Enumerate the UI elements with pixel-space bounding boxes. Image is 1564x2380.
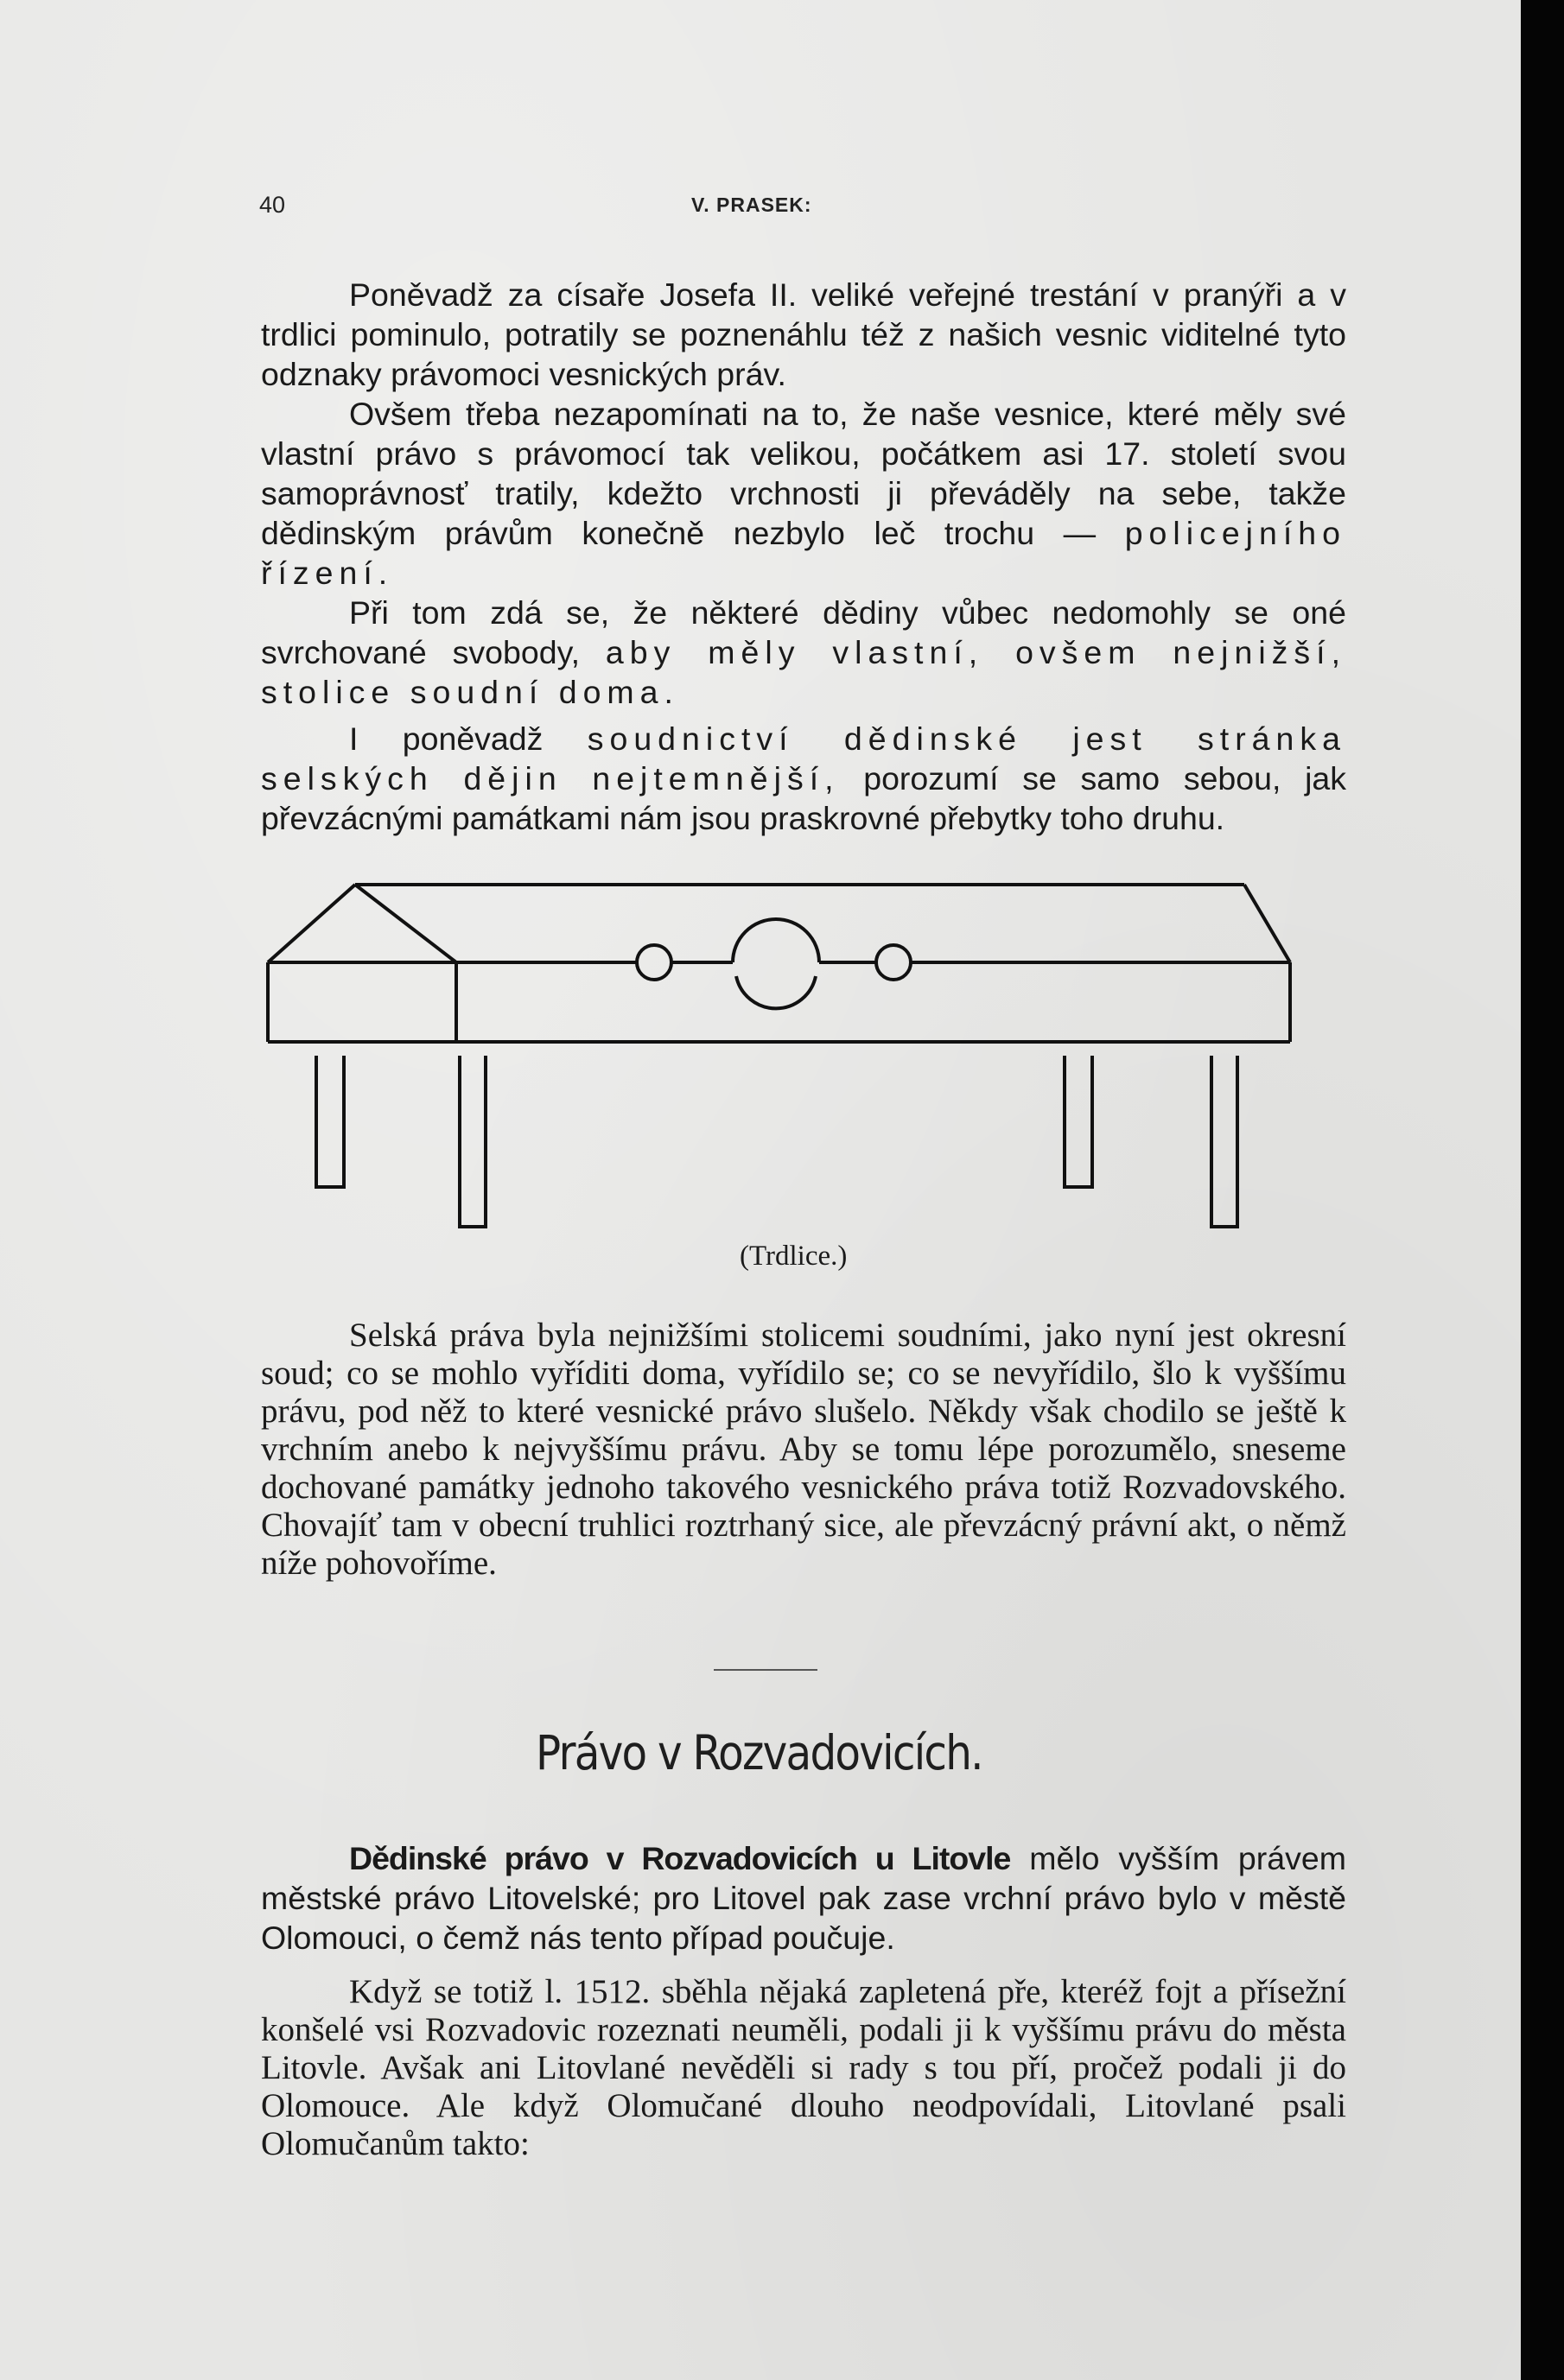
paragraph-3 xyxy=(261,593,1346,712)
trdlice-small-hole-right xyxy=(876,945,911,980)
trdlice-leg-2 xyxy=(460,1056,486,1227)
paragraph-2-text: Ovšem třeba nezapomínati na to, že naše vesnice, které měly své vlastní právo s právomocí tak velikou, počátkem asi 17. století svou samoprávnosť tratily, kdežto vrchnosti ji převáděly na sebe, takže dědinským právům konečně nezbylo leč trochu — xyxy=(261,396,1346,551)
figure-caption: (Trdlice.) xyxy=(740,1241,848,1272)
trdlice-leg-1 xyxy=(316,1056,344,1187)
paragraph-1 xyxy=(261,275,1346,394)
trdlice-left-slope xyxy=(268,885,355,962)
paragraph-2-spaced-text: policejního řízení. xyxy=(261,515,1346,591)
section-paragraph-2-text: Když se totiž l. 1512. sběhla nějaká zapletená pře, kteréž fojt a přísežní konšelé vsi Rozvadovic rozeznati neuměli, podali ji k vyššímu právu do města Litovle. Avšak ani Litovlané nevěděli si rady s tou pří, pročež podali ji do Olomouce. Ale když Olomučané dlouho neodpovídali, Litovlané psali Olomučanům takto: xyxy=(261,1973,1346,2162)
paragraph-3-text: Při tom zdá se, že některé dědiny vůbec nedomohly se oné svrchované svobody, xyxy=(261,594,1346,670)
paragraph-4 xyxy=(261,719,1346,838)
paragraph-4-spaced-text: soudnictví dědinské jest stránka selských dějin nejtemnější, xyxy=(261,720,1346,797)
page-number: 40 xyxy=(259,192,286,218)
paragraph-5-text: Selská práva byla nejnižšími stolicemi soudními, jako nyní jest okresní soud; co se mohlo vyříditi doma, vyřídilo se; co se nevyřídilo, šlo k vyššímu právu, pod něž to které vesnické právo slušelo. Někdy však chodilo se ještě k vrchním anebo k nejvyššímu právu. Aby se tomu lépe porozumělo, sneseme dochované památky jednoho takového vesnického práva totiž Rozvadovského. Chovajíť tam v obecní truhlici roztrhaný sice, ale převzácný právní akt, o němž níže pohovoříme. xyxy=(261,1317,1346,1582)
paragraph-5 xyxy=(261,1317,1346,1583)
scan-dark-edge xyxy=(1521,0,1564,2380)
section-paragraph-1-text: mělo vyšším právem městské právo Litovelské; pro Litovel pak zase vrchní právo bylo v městě Olomouci, o čemž nás tento případ poučuje. xyxy=(261,1840,1346,1956)
trdlice-inner-slope xyxy=(355,885,456,962)
section-paragraph-1-bold-lead: Dědinské právo v Rozvadovicích u Litovle xyxy=(349,1840,1011,1876)
section-divider xyxy=(714,1669,817,1671)
trdlice-right-slope xyxy=(1244,885,1290,962)
section-title: Právo v Rozvadovicích. xyxy=(536,1725,982,1780)
trdlice-illustration xyxy=(259,873,1305,1253)
paragraph-4-text-end: porozumí se samo sebou, jak převzácnými památkami nám jsou praskrovné přebytky toho druhu. xyxy=(261,760,1347,836)
trdlice-leg-3 xyxy=(1065,1056,1092,1187)
paragraph-3-spaced-text: aby měly vlastní, ovšem nejnižší, stolice soudní doma. xyxy=(261,634,1346,710)
trdlice-small-hole-left xyxy=(637,945,671,980)
paragraph-4-text: I poněvadž xyxy=(349,720,588,757)
trdlice-neck-hole-top xyxy=(733,919,819,962)
paragraph-2 xyxy=(261,394,1346,593)
trdlice-leg-4 xyxy=(1211,1056,1237,1227)
running-head: V. PRASEK: xyxy=(691,194,812,216)
trdlice-neck-hole-bottom xyxy=(736,976,816,1008)
page-header xyxy=(259,192,1357,226)
paragraph-1-text: Poněvadž za císaře Josefa II. veliké veřejné trestání v pranýři a v trdlici pominulo, potratily se poznenáhlu též z našich vesnic viditelné tyto odznaky právomoci vesnických práv. xyxy=(261,276,1346,392)
section-paragraph-2 xyxy=(261,1973,1346,2163)
section-paragraph-1 xyxy=(261,1838,1346,1958)
